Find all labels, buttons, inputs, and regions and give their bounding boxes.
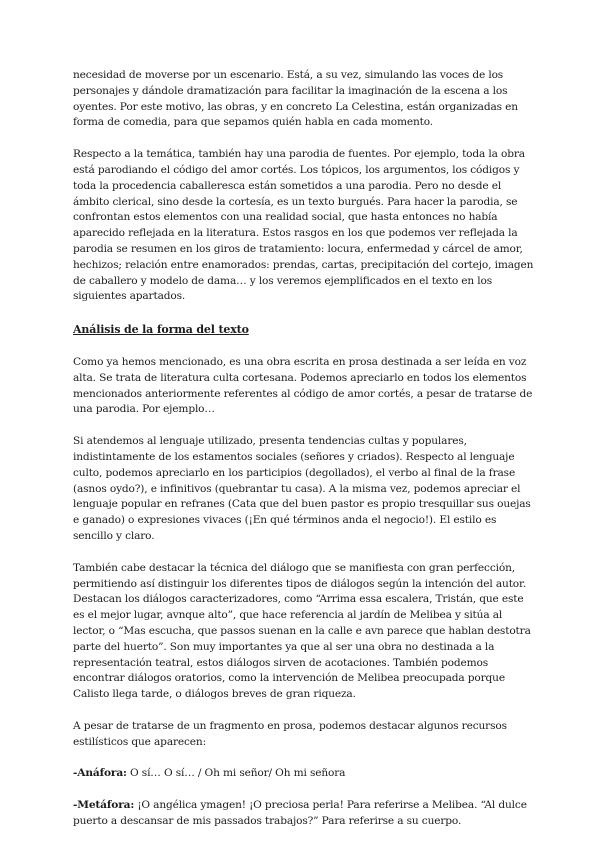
- paragraph-oral-reading: necesidad de moverse por un escenario. Está, a su vez, simulando las voces de los personajes y dándole dramatización para facilitar la imaginación de la escena a los oyentes. Por este motivo, las obras, y en concreto La Celestina, están organizadas en forma de comedia, para que sepamos quién habla en cada momento.: [73, 69, 518, 129]
- paragraph-stylistic-intro: A pesar de tratarse de un fragmento en prosa, podemos destacar algunos recursos estilísticos que aparecen:: [73, 719, 507, 748]
- metafora-label: -Metáfora:: [73, 799, 135, 812]
- list-item-anafora: [73, 766, 537, 782]
- document-body: [73, 68, 537, 830]
- paragraph-prose-form: Como ya hemos mencionado, es una obra escrita en prosa destinada a ser leída en voz alta. Se trata de literatura culta cortesana. Podemos apreciarlo en todos los elementos mencionados anteriormente referentes al código de amor cortés, a pesar de tratarse de una parodia. Por ejemplo…: [73, 355, 533, 416]
- section-heading: Análisis de la forma del texto: [73, 323, 249, 337]
- paragraph-spacer: [73, 782, 537, 798]
- paragraph-spacer: [73, 703, 537, 719]
- paragraph-spacer: [73, 305, 537, 322]
- list-item-metafora: [73, 798, 537, 830]
- metafora-text: ¡O angélica ymagen! ¡O preciosa perla! Para referirse a Melibea. “Al dulce puerto a descansar de mis passados trabajos?” Para referirse a su cuerpo.: [73, 799, 527, 828]
- paragraph-spacer: [73, 418, 537, 434]
- paragraph-spacer: [73, 131, 537, 147]
- paragraph-parody-theme: Respecto a la temática, también hay una parodia de fuentes. Por ejemplo, toda la obra está parodiando el código del amor cortés. Los tópicos, los argumentos, los códigos y toda la procedencia caballeresca están sometidos a una parodia. Pero no desde el ámbito clerical, sino desde la cortesía, es un texto burgués. Para hacer la parodia, se confrontan estos elementos con una realidad social, que hasta entonces no había aparecido reflejada en la literatura. Estos rasgos en los que podemos ver reflejada la parodia se resumen en los giros de tratamiento: locura, enfermedad y cárcel de amor, hechizos; relación entre enamorados: prendas, cartas, precipitación del cortejo, imagen de caballero y modelo de dama… y los veremos ejemplificados en el texto en los siguientes apartados.: [73, 148, 534, 303]
- paragraph-spacer: [73, 545, 537, 561]
- paragraph-spacer: [73, 338, 537, 355]
- paragraph-dialogue: También cabe destacar la técnica del diálogo que se manifiesta con gran perfección, permitiendo así distinguir los diferentes tipos de diálogos según la intención del autor. Destacan los diálogos caracterizadores, como “Arrima essa escalera, Tristán, que este es el mejor lugar, avnque alto”, que hace referencia al jardín de Melibea y sitúa al lector, o “Mas escucha, que passos suenan en la calle e avn parece que hablan destotra parte del huerto”. Son muy importantes ya que al ser una obra no destinada a la representación teatral, estos diálogos sirven de acotaciones. También podemos encontrar diálogos oratorios, como la intervención de Melibea preocupada porque Calisto llega tarde, o diálogos breves de gran riqueza.: [73, 561, 531, 701]
- paragraph-language: Si atendemos al lenguaje utilizado, presenta tendencias cultas y populares, indistintamente de los estamentos sociales (señores y criados). Respecto al lenguaje culto, podemos apreciarlo en los participios (degollados), el verbo al final de la frase (asnos oydo?), e infinitivos (quebrantar tu casa). A la misma vez, podemos apreciar el lenguaje popular en refranes (Cata que del buen pastor es propio tresquillar sus ouejas e ganado) o expresiones vivaces (¡En qué términos anda el negocio!). El estilo es sencillo y claro.: [73, 435, 531, 542]
- paragraph-spacer: [73, 750, 537, 766]
- anafora-label: -Anáfora:: [73, 767, 127, 780]
- anafora-text: O sí… O sí… / Oh mi señor/ Oh mi señora: [126, 767, 346, 780]
